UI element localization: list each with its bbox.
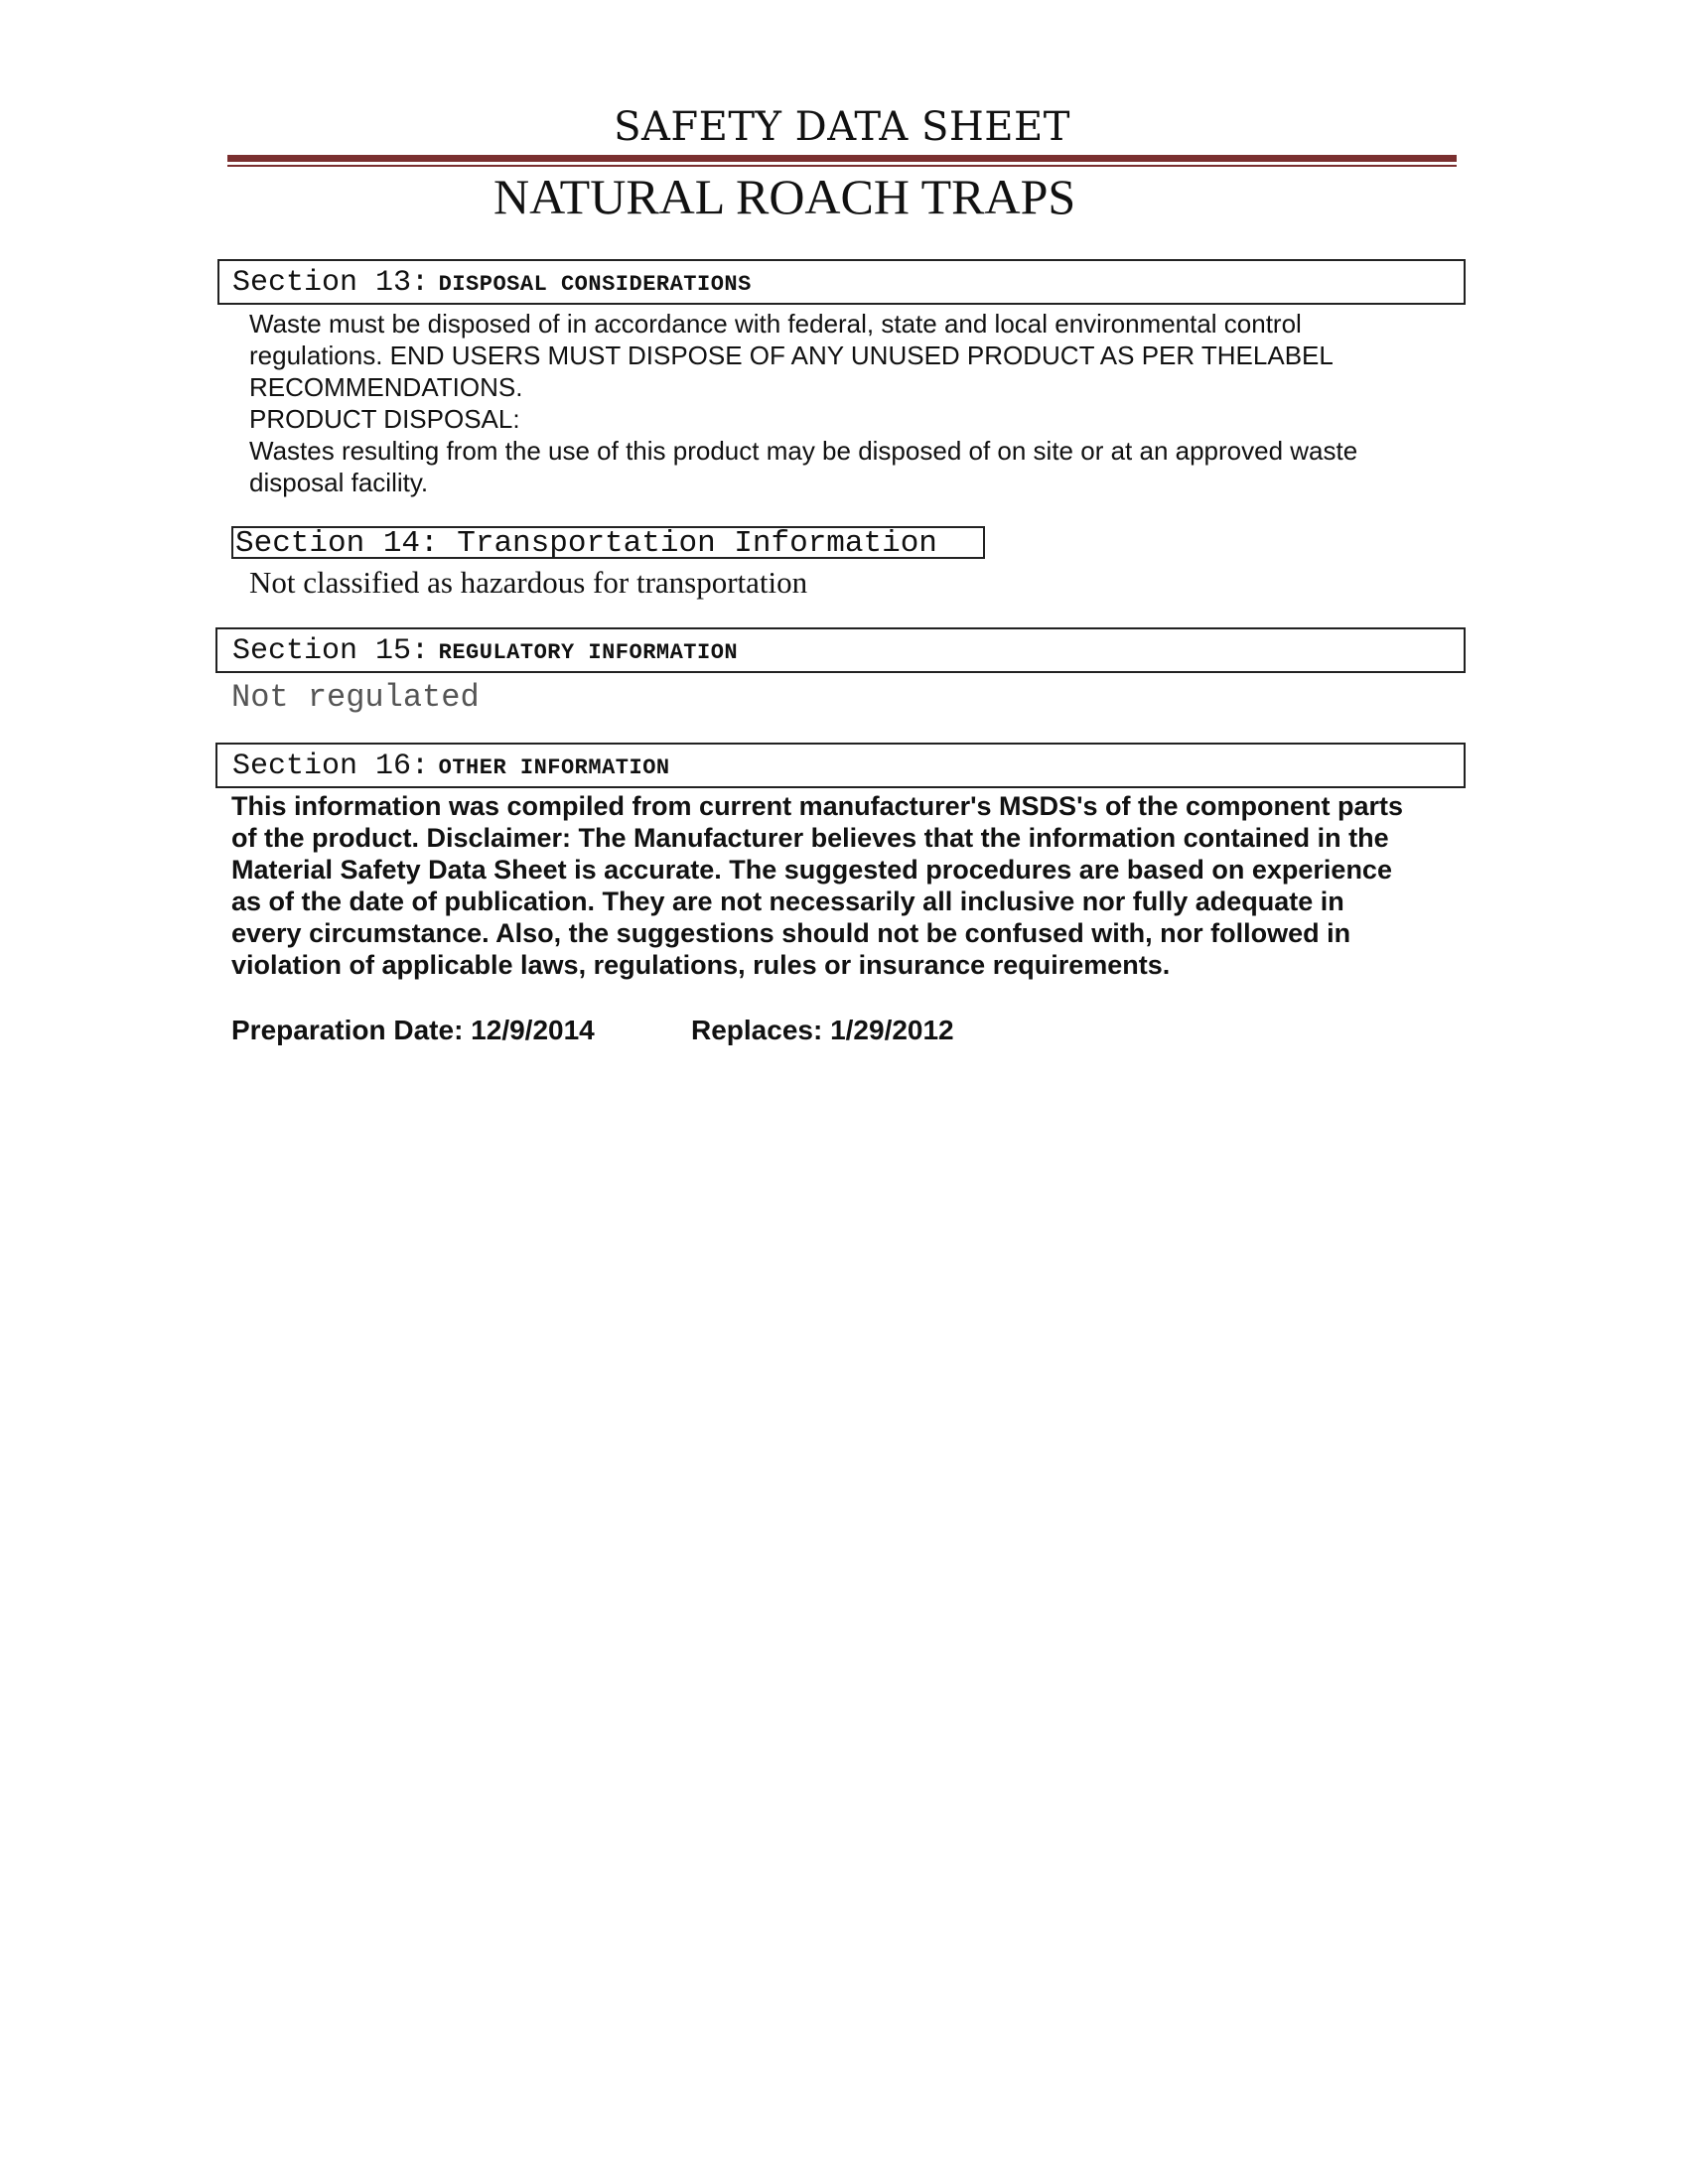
section-16-header: [215, 743, 1466, 788]
section-13-body: [249, 308, 1471, 498]
document-header: [227, 99, 1457, 167]
section-16-line: as of the date of publication. They are not necessarily all inclusive nor fully adequate in: [231, 887, 1344, 916]
section-16-title: OTHER INFORMATION: [438, 755, 670, 780]
section-16-line: Material Safety Data Sheet is accurate. The suggested procedures are based on experience: [231, 855, 1392, 885]
replaces-date: Replaces: 1/29/2012: [691, 1015, 954, 1045]
section-15-title: REGULATORY INFORMATION: [438, 640, 739, 665]
product-name: NATURAL ROACH TRAPS: [493, 169, 1076, 224]
section-15-header: [215, 627, 1466, 673]
section-16-line: every circumstance. Also, the suggestions should not be confused with, nor followed in: [231, 918, 1351, 948]
section-16-line: violation of applicable laws, regulations, rules or insurance requirements.: [231, 950, 1171, 980]
section-13-line: PRODUCT DISPOSAL:: [249, 404, 520, 434]
section-15-text: Not regulated: [231, 679, 480, 716]
preparation-date: Preparation Date: 12/9/2014: [231, 1015, 595, 1045]
section-13-line: regulations. END USERS MUST DISPOSE OF ANY UNUSED PRODUCT AS PER THELABEL: [249, 341, 1334, 370]
section-13-line: RECOMMENDATIONS.: [249, 372, 523, 402]
document-title: SAFETY DATA SHEET: [614, 104, 1070, 150]
section-14-text: Not classified as hazardous for transportation: [249, 565, 808, 600]
section-13-line: disposal facility.: [249, 468, 429, 497]
section-15-number: Section 15:: [232, 634, 430, 668]
section-16-line: This information was compiled from current manufacturer's MSDS's of the component parts: [231, 791, 1404, 821]
section-14-header: Section 14: Transportation Information: [231, 526, 985, 559]
section-16-body: [231, 790, 1482, 981]
header-rule: [227, 155, 1457, 162]
section-13-line: Waste must be disposed of in accordance with federal, state and local environmental control: [249, 309, 1302, 339]
section-13-number: Section 13:: [232, 266, 430, 300]
section-16-number: Section 16:: [232, 750, 430, 783]
section-16-line: of the product. Disclaimer: The Manufacturer believes that the information contained in the: [231, 823, 1389, 853]
section-13-header: [217, 259, 1466, 305]
section-13-line: Wastes resulting from the use of this product may be disposed of on site or at an approved waste: [249, 436, 1358, 466]
section-13-title: DISPOSAL CONSIDERATIONS: [438, 272, 752, 297]
